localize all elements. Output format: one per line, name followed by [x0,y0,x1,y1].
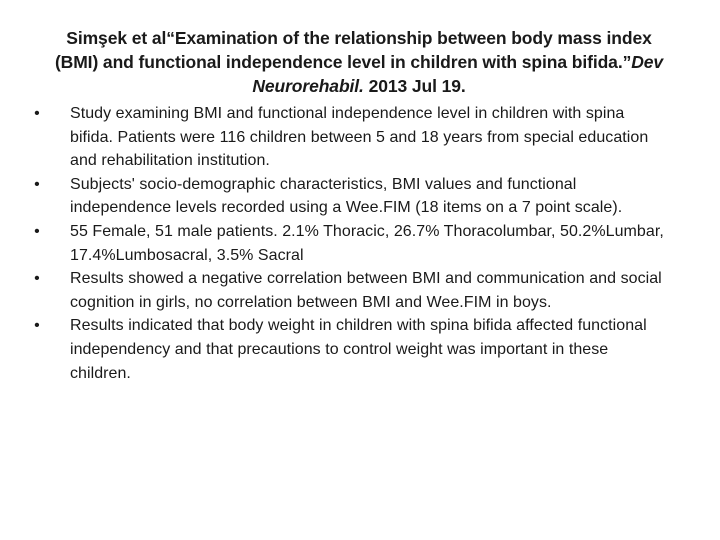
title-journal: Dev Neurorehabil. [252,52,664,96]
title-date: 2013 Jul 19. [368,76,466,96]
bullet-item [30,173,670,220]
slide-title [48,26,670,98]
bullet-item [30,220,670,267]
bullet-item [30,102,670,173]
bullet-text: Study examining BMI and functional independence level in children with spina bifida. Patients were 116 children between 5 and 18 years from special education and rehabilitation institution. [70,105,649,170]
bullet-text: 55 Female, 51 male patients. 2.1% Thoracic, 26.7% Thoracolumbar, 50.2%Lumbar, 17.4%Lumbosacral, 3.5% Sacral [70,222,664,264]
bullet-item [30,314,670,385]
bullet-text: Results showed a negative correlation between BMI and communication and social cognition in girls, no correlation between BMI and Wee.FIM in boys. [70,270,662,311]
title-main-text: Simşek et al“Examination of the relationship between body mass index (BMI) and functional independence level in children with spina bifida.” [54,28,652,72]
bullet-dot-icon: • [34,222,40,240]
bullet-dot-icon: • [34,175,40,193]
bullet-dot-icon: • [34,317,40,335]
bullet-dot-icon: • [34,105,40,122]
bullet-dot-icon: • [34,270,40,288]
bullet-item [30,267,670,314]
bullet-text: Subjects' socio-demographic characteristics, BMI values and functional independence levels recorded using a Wee.FIM (18 items on a 7 point scale). [70,175,623,217]
bullet-list [30,102,670,385]
bullet-text: Results indicated that body weight in children with spina bifida affected functional independency and that precautions to control weight was important in these children. [70,317,647,382]
